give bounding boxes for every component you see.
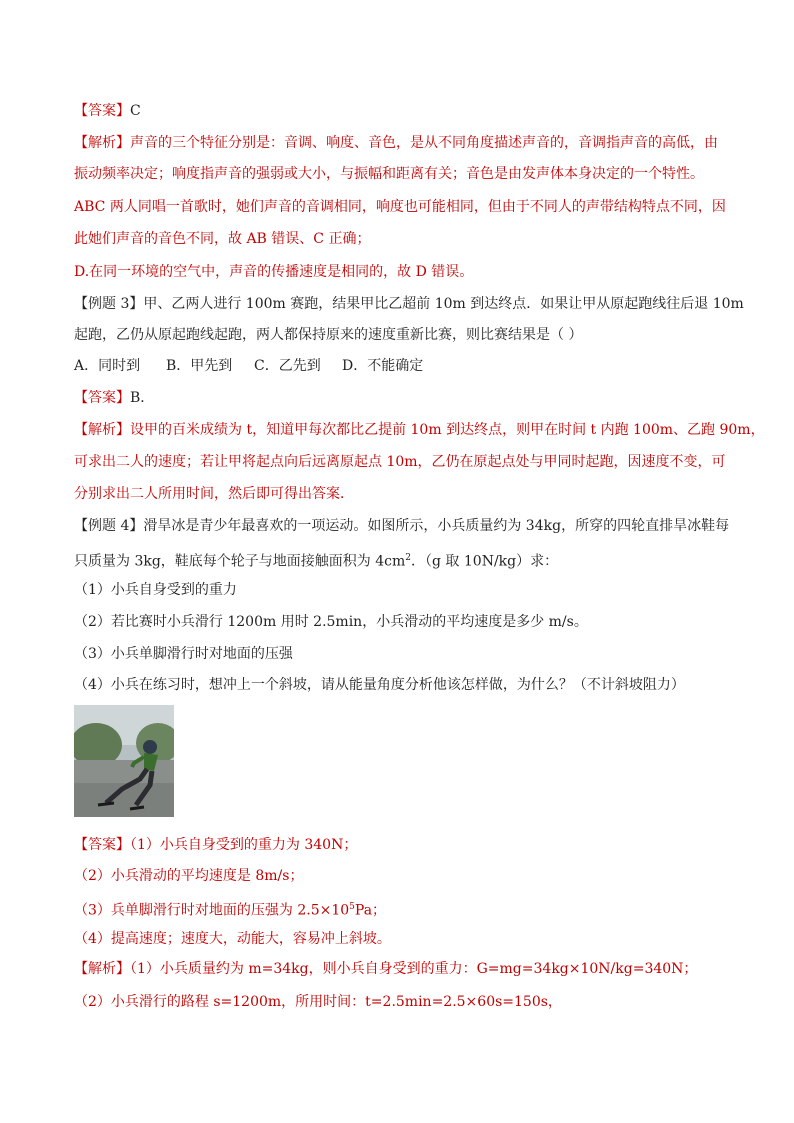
answer-4-line-1	[74, 836, 357, 854]
question-4-line-2	[74, 549, 558, 571]
answer-4-text-a: （3）兵单脚滑行时对地面的压强为 2.5×10	[74, 902, 350, 919]
answer-4-line-3	[74, 898, 386, 920]
analysis-line-2: 振动频率决定；响度指声音的强弱或大小，与振幅和距离有关；音色是由发声体本身决定的一个特性。	[74, 166, 704, 182]
analysis-tag: 【解析】	[74, 135, 130, 151]
answer-text: B．	[130, 390, 155, 406]
answer-tag: 【答案】	[74, 103, 130, 119]
answer-tag: 【答案】	[74, 837, 130, 853]
option-a: A．同时到	[74, 358, 141, 374]
analysis-text: 声音的三个特征分别是：音调、响度、音色，是从不同角度描述声音的，音调指声音的高低，由	[130, 135, 718, 151]
question-4-part-3: （3）小兵单脚滑行时对地面的压强	[74, 646, 293, 662]
analysis-line-4: 此她们声音的音色不同，故 AB 错误、C 正确；	[74, 231, 371, 247]
analysis-line-3: ABC 两人同唱一首歌时，她们声音的音调相同，响度也可能相同，但由于不同人的声带结构特点不同，因	[74, 199, 726, 215]
superscript: 2	[405, 553, 412, 563]
skater-photo-illustration	[74, 705, 174, 817]
option-d: D．不能确定	[342, 358, 424, 374]
question-4-part-1: （1）小兵自身受到的重力	[74, 582, 237, 598]
answer-4-line-4: （4）提高速度；速度大，动能大，容易冲上斜坡。	[74, 931, 391, 947]
question-3-options	[74, 357, 423, 375]
analysis-4-line-1	[74, 960, 697, 978]
question-3-line-1: 【例题 3】甲、乙两人进行 100m 赛跑，结果甲比乙超前 10m 到达终点．如果让甲从原起跑线往后退 10m	[74, 296, 744, 312]
answer-text: C	[130, 103, 141, 119]
question-4-text-b: ．（g 取 10N/kg）求：	[411, 553, 559, 570]
analysis-tag: 【解析】	[74, 422, 130, 438]
analysis-2-line-2: 可求出二人的速度；若让甲将起点向后远离原起点 10m，乙仍在原起点处与甲同时起跑，因速度不变，可	[74, 454, 726, 470]
analysis-text: （1）小兵质量约为 m=34kg，则小兵自身受到的重力：G=mg=34kg×10N/kg=340N；	[130, 961, 698, 977]
option-b: B．甲先到	[166, 358, 233, 374]
analysis-tag: 【解析】	[74, 961, 130, 977]
analysis-4-line-2: （2）小兵滑行的路程 s=1200m，所用时间：t=2.5min=2.5×60s=150s，	[74, 994, 562, 1010]
question-4-text-a: 只质量为 3kg，鞋底每个轮子与地面接触面积为 4cm	[74, 553, 406, 570]
skater-photo	[74, 705, 174, 817]
answer-line-2	[74, 389, 154, 407]
analysis-2-line-1	[74, 421, 765, 439]
question-4-part-4: （4）小兵在练习时，想冲上一个斜坡，请从能量角度分析他该怎样做，为什么？（不计斜坡阻力）	[74, 677, 685, 693]
answer-text: （1）小兵自身受到的重力为 340N；	[130, 837, 358, 853]
question-4-line-1: 【例题 4】滑旱冰是青少年最喜欢的一项运动。如图所示，小兵质量约为 34kg，所穿的四轮直排旱冰鞋每	[74, 518, 730, 534]
question-3-line-2: 起跑，乙仍从原起跑线起跑，两人都保持原来的速度重新比赛，则比赛结果是（ ）	[74, 327, 583, 343]
analysis-2-line-3: 分别求出二人所用时间，然后即可得出答案．	[74, 486, 354, 502]
analysis-text: 设甲的百米成绩为 t，知道甲每次都比乙提前 10m 到达终点，则甲在时间 t 内跑 100m、乙跑 90m，	[130, 422, 765, 438]
answer-line-1	[74, 102, 141, 120]
option-c: C．乙先到	[254, 358, 321, 374]
analysis-line-1	[74, 134, 718, 152]
question-4-part-2: （2）若比赛时小兵滑行 1200m 用时 2.5min，小兵滑动的平均速度是多少 m/s。	[74, 614, 588, 630]
analysis-line-5: D.在同一环境的空气中，声音的传播速度是相同的，故 D 错误。	[74, 264, 474, 280]
answer-4-text-b: Pa；	[354, 902, 387, 919]
answer-tag: 【答案】	[74, 390, 130, 406]
superscript: 5	[349, 902, 355, 912]
answer-4-line-2: （2）小兵滑动的平均速度是 8m/s；	[74, 868, 304, 884]
